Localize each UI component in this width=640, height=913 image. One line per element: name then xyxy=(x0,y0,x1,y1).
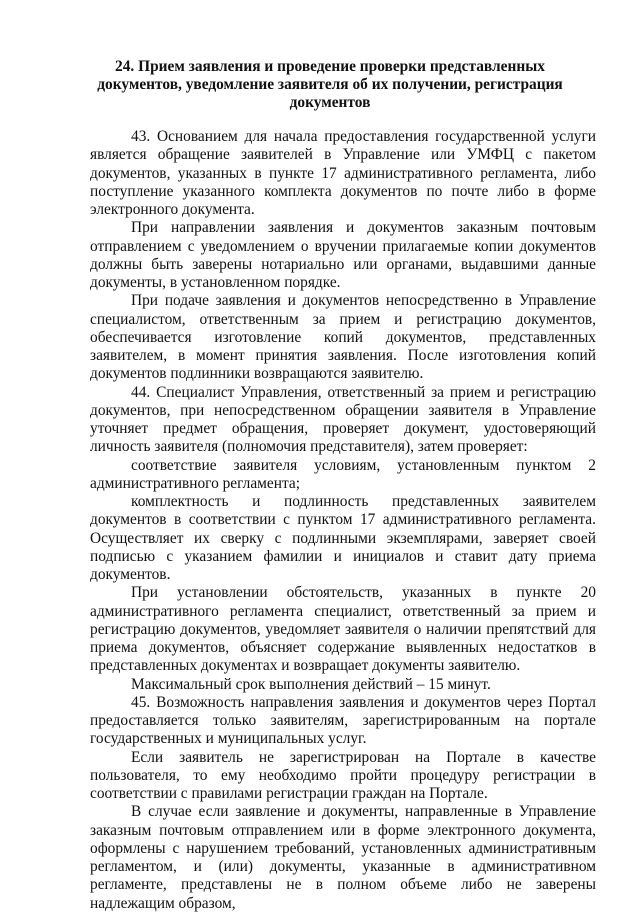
paragraph: Если заявитель не зарегистрирован на Портале в качестве пользователя, то ему необходимо пройти процедуру регистрации в соответствии с правилами регистрации граждан на Портале. xyxy=(90,748,596,802)
paragraph: Максимальный срок выполнения действий – 15 минут. xyxy=(131,675,491,693)
paragraph: При установлении обстоятельств, указанных в пункте 20 административного регламента специалист, ответственный за прием и регистрацию документов, уведомляет заявителя о наличии препятствий для приема документов, объясняет содержание выявленных недостатков в представленных документах и возвращает документы заявителю. xyxy=(90,584,596,675)
paragraph: В случае если заявление и документы, направленные в Управление заказным почтовым отправлением или в форме электронного документа, оформлены с нарушением требований, установленных административным регламентом, и (или) документы, указанные в административном регламенте, представлены не в полном объеме либо не заверены надлежащим образом, xyxy=(90,803,596,912)
paragraph: 44. Специалист Управления, ответственный за прием и регистрацию документов, при непосредственном обращении заявителя в Управление уточняет предмет обращения, проверяет документ, удостоверяющий личность заявителя (полномочия представителя), затем проверяет: xyxy=(90,383,596,456)
paragraph: 45. Возможность направления заявления и документов через Портал предоставляется только заявителям, зарегистрированным на портале государственных и муниципальных услуг. xyxy=(90,693,596,748)
document-body xyxy=(90,128,596,913)
paragraph: При направлении заявления и документов заказным почтовым отправлением с уведомлением о вручении прилагаемые копии документов должны быть заверены нотариально или органами, выдавшими данные документы, в установленном порядке. xyxy=(90,219,596,291)
paragraph: 43. Основанием для начала предоставления государственной услуги является обращение заявителей в Управление или УМФЦ с пакетом документов, указанных в пункте 17 административного регламента, либо поступление указанного комплекта документов по почте либо в форме электронного документа. xyxy=(90,128,596,218)
section-title: 24. Прием заявления и проведение проверки представленных документов, уведомление заявителя об их получении, регистрация документов xyxy=(97,58,563,111)
paragraph: При подаче заявления и документов непосредственно в Управление специалистом, ответственным за прием и регистрацию документов, обеспечивается изготовление копий документов, представленных заявителем, в момент принятия заявления. После изготовления копий документов подлинники возвращаются заявителю. xyxy=(90,292,596,383)
paragraph: соответствие заявителя условиям, установленным пунктом 2 административного регламента; xyxy=(90,456,596,492)
paragraph: комплектность и подлинность представленных заявителем документов в соответствии с пунктом 17 административного регламента. Осуществляет их сверку с подлинными экземплярами, заверяет своей подписью с указанием фамилии и инициалов и ставит дату приема документов. xyxy=(90,493,596,583)
